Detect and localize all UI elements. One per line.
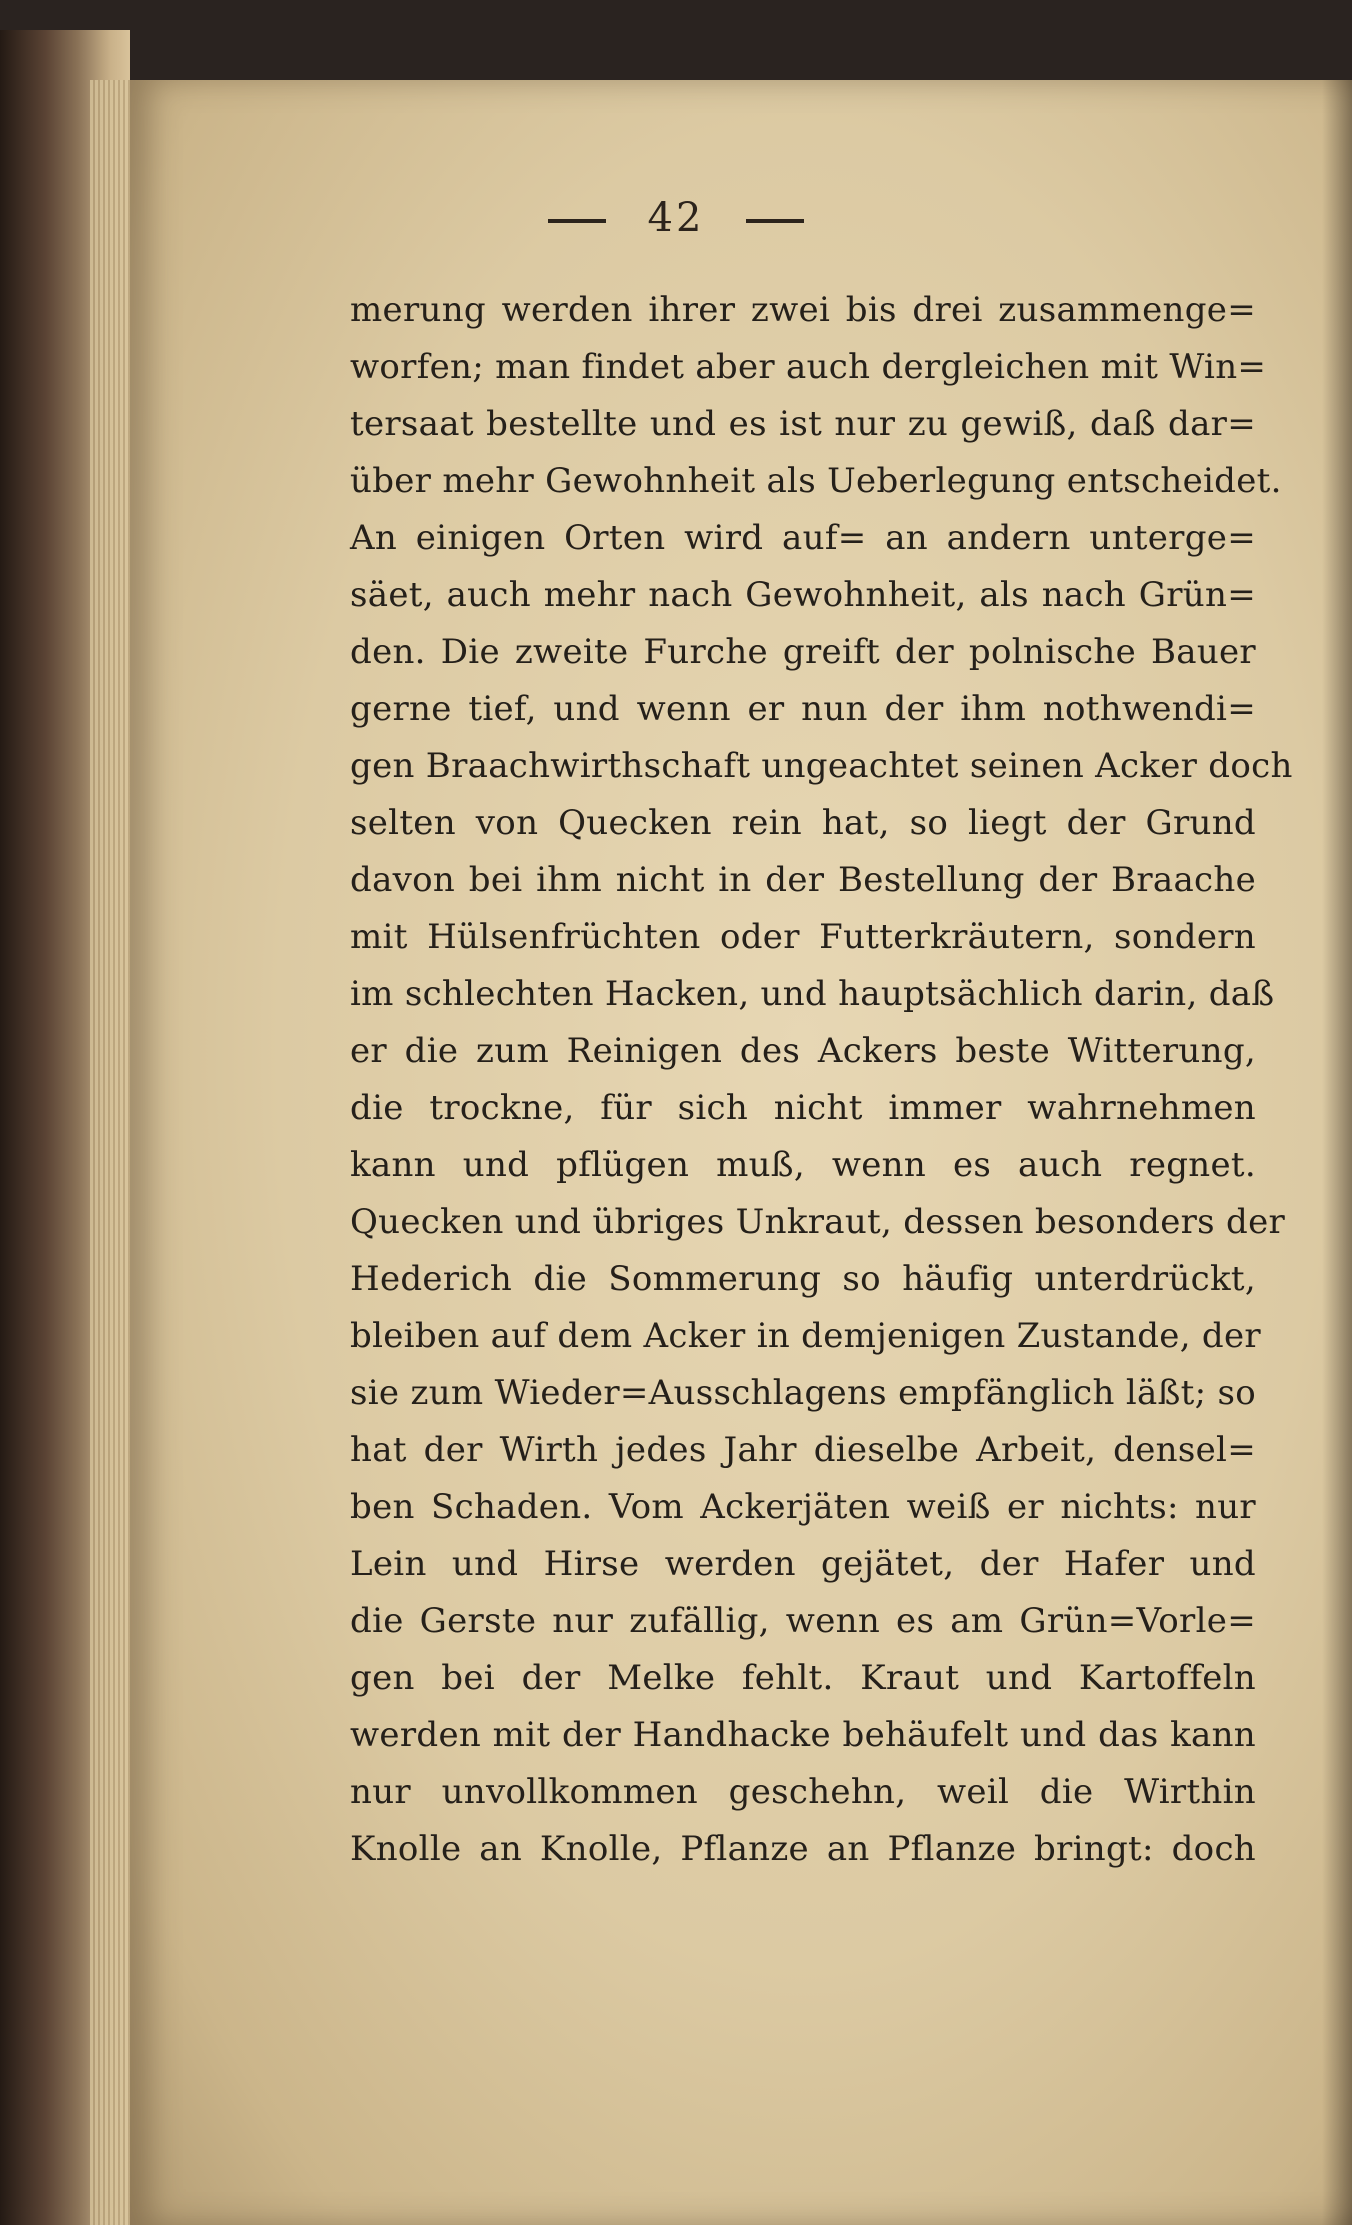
- text-line: den. Die zweite Furche greift der polnische Bauer: [350, 632, 1256, 672]
- text-line: er die zum Reinigen des Ackers beste Witterung,: [350, 1031, 1256, 1071]
- text-line: An einigen Orten wird auf= an andern unterge=: [350, 518, 1256, 558]
- text-line: Lein und Hirse werden gejätet, der Hafer und: [350, 1544, 1256, 1584]
- text-line: Quecken und übriges Unkraut, dessen besonders der: [350, 1202, 1286, 1242]
- text-line: die Gerste nur zufällig, wenn es am Grün=Vorle=: [350, 1601, 1256, 1641]
- text-line: säet, auch mehr nach Gewohnheit, als nach Grün=: [350, 575, 1256, 615]
- page-shadow: [1322, 80, 1352, 2225]
- text-line: gerne tief, und wenn er nun der ihm nothwendi=: [350, 689, 1256, 729]
- text-line: im schlechten Hacken, und hauptsächlich darin, daß: [350, 974, 1275, 1014]
- text-line: bleiben auf dem Acker in demjenigen Zustande, der: [350, 1316, 1261, 1356]
- text-line: ben Schaden. Vom Ackerjäten weiß er nichts: nur: [350, 1487, 1256, 1527]
- text-line: werden mit der Handhacke behäufelt und das kann: [350, 1715, 1256, 1755]
- text-line: nur unvollkommen geschehn, weil die Wirthin: [350, 1772, 1256, 1812]
- text-line: hat der Wirth jedes Jahr dieselbe Arbeit, densel=: [350, 1430, 1256, 1470]
- text-line: kann und pflügen muß, wenn es auch regnet.: [350, 1145, 1256, 1185]
- book-page-edges: [0, 30, 130, 2225]
- text-line: gen bei der Melke fehlt. Kraut und Kartoffeln: [350, 1658, 1256, 1698]
- text-line: davon bei ihm nicht in der Bestellung der Braache: [350, 860, 1256, 900]
- text-line: die trockne, für sich nicht immer wahrnehmen: [350, 1088, 1256, 1128]
- page-number: 42: [647, 195, 705, 241]
- text-line: Knolle an Knolle, Pflanze an Pflanze bringt: doch: [350, 1829, 1256, 1869]
- text-line: über mehr Gewohnheit als Ueberlegung entscheidet.: [350, 461, 1282, 501]
- header-dash-right: [746, 219, 804, 223]
- text-line: merung werden ihrer zwei bis drei zusammenge=: [350, 290, 1256, 330]
- text-line: sie zum Wieder=Ausschlagens empfänglich läßt; so: [350, 1373, 1256, 1413]
- text-line: worfen; man findet aber auch dergleichen mit Win=: [350, 347, 1267, 387]
- text-line: mit Hülsenfrüchten oder Futterkräutern, sondern: [350, 917, 1256, 957]
- text-line: gen Braachwirthschaft ungeachtet seinen Acker doch: [350, 746, 1293, 786]
- text-line: selten von Quecken rein hat, so liegt der Grund: [350, 803, 1256, 843]
- text-line: Hederich die Sommerung so häufig unterdrückt,: [350, 1259, 1256, 1299]
- text-line: tersaat bestellte und es ist nur zu gewiß, daß dar=: [350, 404, 1256, 444]
- body-text: [350, 282, 1293, 1878]
- header-dash-left: [548, 219, 606, 223]
- page-header: [0, 195, 1352, 241]
